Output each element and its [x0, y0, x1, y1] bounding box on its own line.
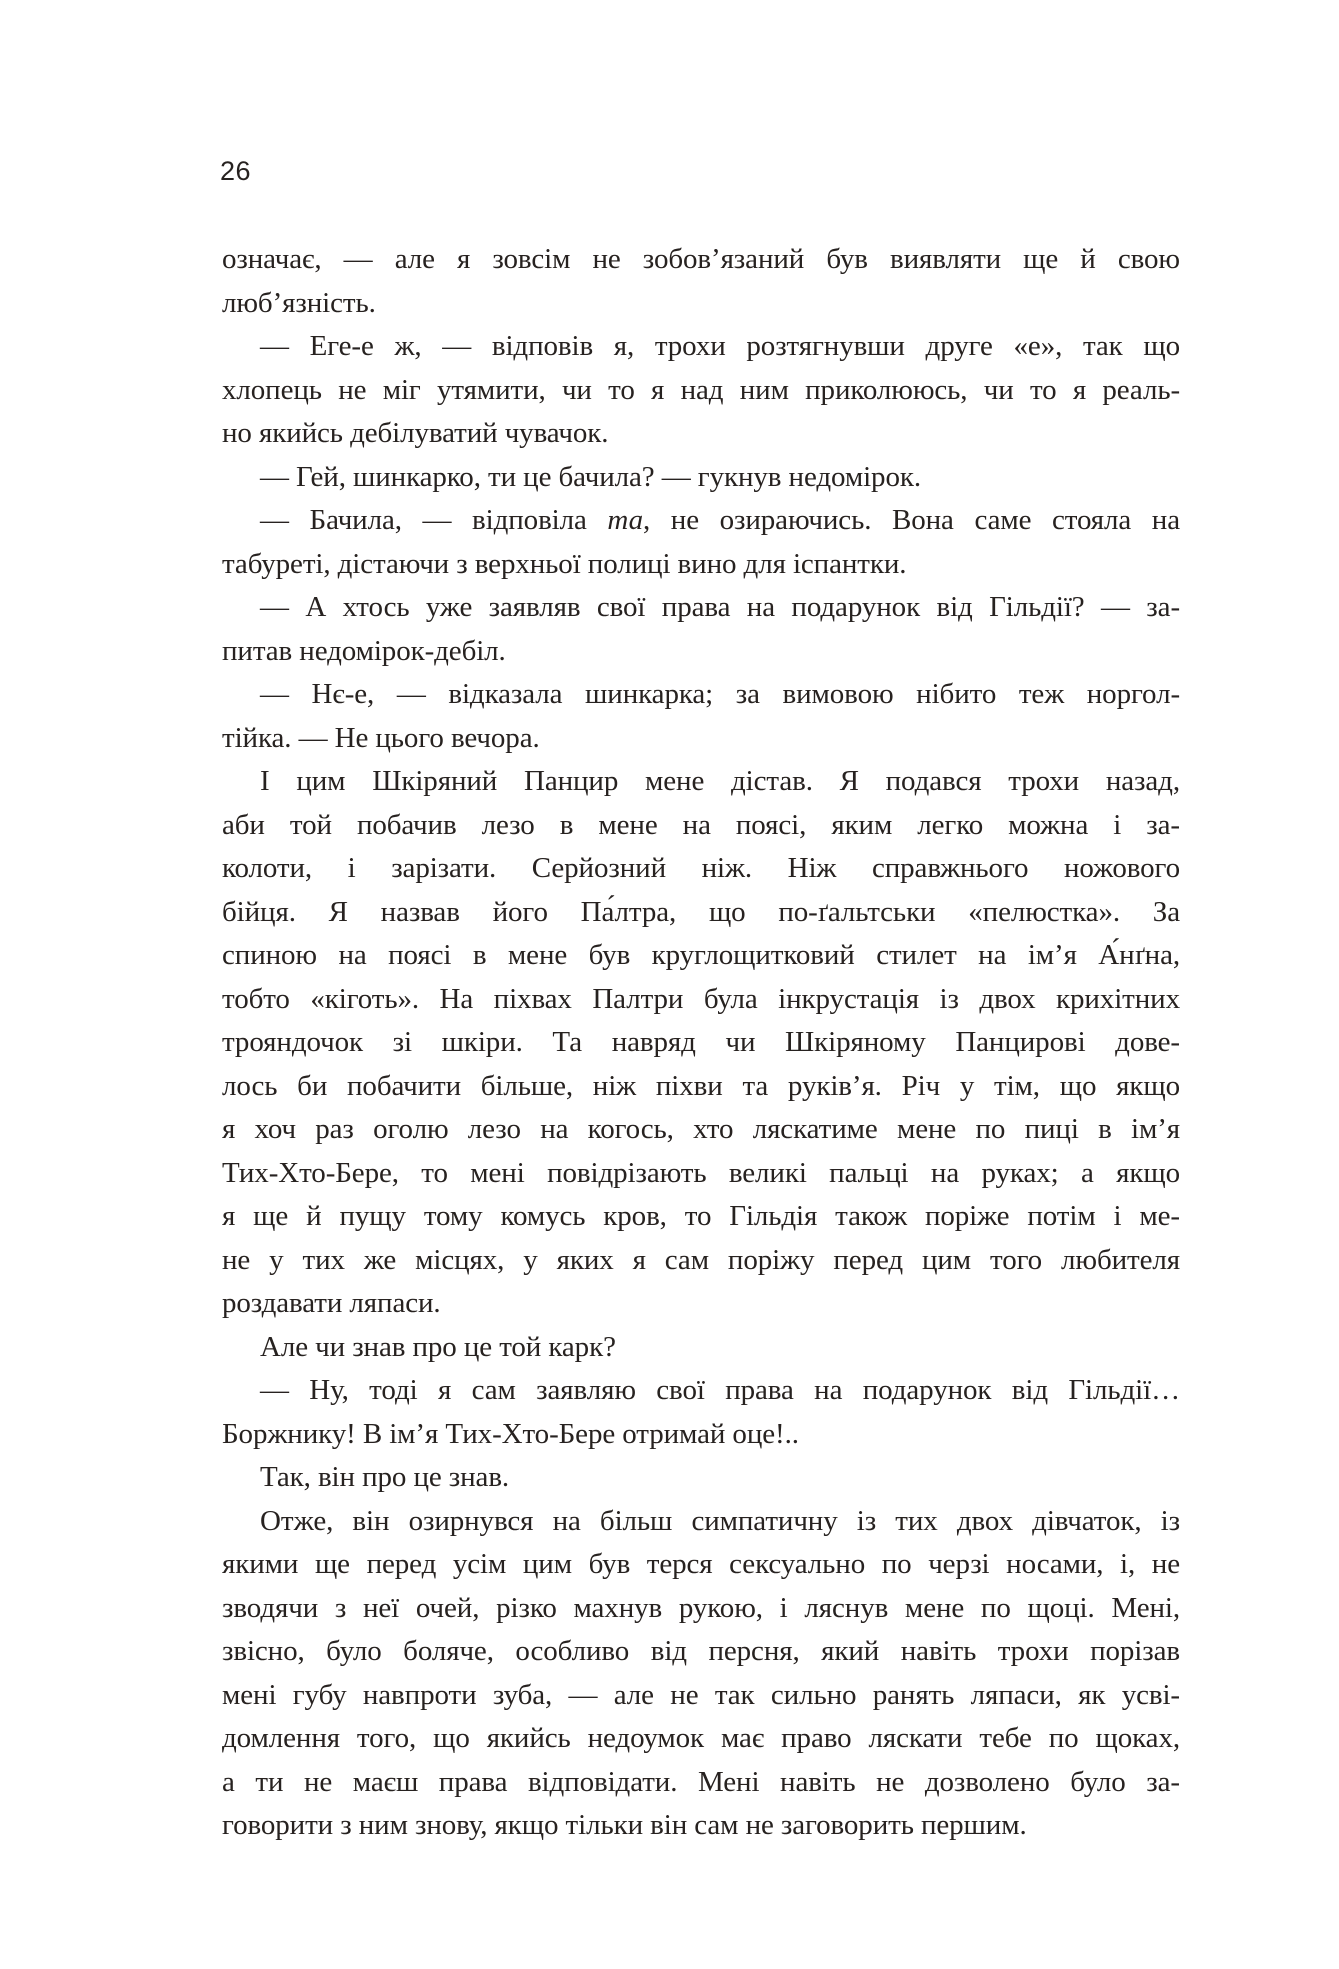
text-line: но якийсь дебілуватий чувачок.: [222, 417, 609, 449]
paragraph: [222, 760, 1180, 1326]
text-line: тійка. — Не цього вечора.: [222, 721, 540, 754]
text-line: я ще й пущу тому комусь кров, то Гільдія також поріже потім і ме-: [222, 1200, 1180, 1232]
text-line: а ти не маєш права відповідати. Мені навіть не дозволено було за-: [222, 1765, 1180, 1798]
text-line: табуреті, дістаючи з верхньої полиці вино для іспантки.: [222, 547, 907, 580]
text-line: хлопець не міг утямити, чи то я над ним приколююсь, чи то я реаль-: [222, 373, 1180, 406]
text-line: колоти, і зарізати. Серйозний ніж. Ніж справжнього ножового: [222, 852, 1180, 884]
text-line: трояндочок зі шкіри. Та навряд чи Шкіряному Панцирові дове-: [222, 1026, 1180, 1058]
text-line: — Ну, тоді я сам заявляю свої права на подарунок від Гільдії…: [260, 1374, 1180, 1406]
text-line: якими ще перед усім цим був терся сексуально по черзі носами, і, не: [222, 1548, 1180, 1580]
text-block: [222, 238, 1180, 1848]
paragraph: [222, 499, 1180, 586]
text-line: — А хтось уже заявляв свої права на подарунок від Гільдії? — за-: [260, 591, 1180, 623]
text-line: бійця. Я назвав його Па́лтра, що по-ґальтськи «пелюстка». За: [222, 895, 1180, 928]
text-line: — Бачила, — відповіла та, не озираючись. Вона саме стояла на: [260, 504, 1180, 536]
text-line: домлення того, що якийсь недоумок має право ляскати тебе по щоках,: [222, 1722, 1180, 1754]
text-line: роздавати ляпаси.: [222, 1287, 441, 1319]
text-line: я хоч раз оголю лезо на когось, хто ляскатиме мене по пиці в ім’я: [222, 1113, 1180, 1145]
text-line: люб’язність.: [222, 286, 376, 319]
paragraph: [222, 1500, 1180, 1848]
text-line: не у тих же місцях, у яких я сам поріжу перед цим того любителя: [222, 1243, 1180, 1276]
paragraph: [222, 325, 1180, 456]
paragraph: [222, 586, 1180, 673]
text-line: — Еге-е ж, — відповів я, трохи розтягнувши друге «е», так що: [260, 330, 1180, 362]
text-line: Так, він про це знав.: [260, 1461, 510, 1493]
text-line: означає, — але я зовсім не зобов’язаний був виявляти ще й свою: [222, 243, 1180, 275]
text-line: І цим Шкіряний Панцир мене дістав. Я подався трохи назад,: [260, 765, 1180, 797]
text-line: Боржнику! В ім’я Тих-Хто-Бере отримай оце!..: [222, 1417, 799, 1450]
paragraph: [222, 673, 1180, 760]
paragraph: [222, 1369, 1180, 1456]
italic-text: та: [607, 504, 643, 536]
text-line: Тих-Хто-Бере, то мені повідрізають великі пальці на руках; а якщо: [222, 1156, 1180, 1189]
page-number: 26: [220, 156, 252, 186]
paragraph: [222, 1326, 1180, 1370]
text-line: зводячи з неї очей, різко махнув рукою, і ляснув мене по щоці. Мені,: [222, 1591, 1180, 1624]
text-line: говорити з ним знову, якщо тільки він сам не заговорить першим.: [222, 1809, 1027, 1841]
text-line: спиною на поясі в мене був круглощитковий стилет на ім’я А́нґна,: [222, 939, 1180, 971]
paragraph: [222, 238, 1180, 325]
paragraph: [222, 456, 1180, 500]
text-line: тобто «кіготь». На піхвах Палтри була інкрустація із двох крихітних: [222, 982, 1180, 1015]
text-line: лось би побачити більше, ніж піхви та руків’я. Річ у тім, що якщо: [222, 1069, 1180, 1102]
text-line: — Нє-е, — відказала шинкарка; за вимовою нібито теж норгол-: [260, 678, 1180, 710]
text-line: звісно, було боляче, особливо від персня, який навіть трохи порізав: [222, 1635, 1180, 1667]
text-line: питав недомірок-дебіл.: [222, 634, 506, 667]
text-line: Отже, він озирнувся на більш симпатичну із тих двох дівчаток, із: [260, 1504, 1180, 1537]
text-line: — Гей, шинкарко, ти це бачила? — гукнув недомірок.: [260, 460, 921, 493]
paragraph: [222, 1456, 1180, 1500]
text-line: Але чи знав про це той карк?: [260, 1330, 616, 1363]
text-line: аби той побачив лезо в мене на поясі, яким легко можна і за-: [222, 808, 1180, 841]
text-line: мені губу навпроти зуба, — але не так сильно ранять ляпаси, як усві-: [222, 1678, 1180, 1711]
